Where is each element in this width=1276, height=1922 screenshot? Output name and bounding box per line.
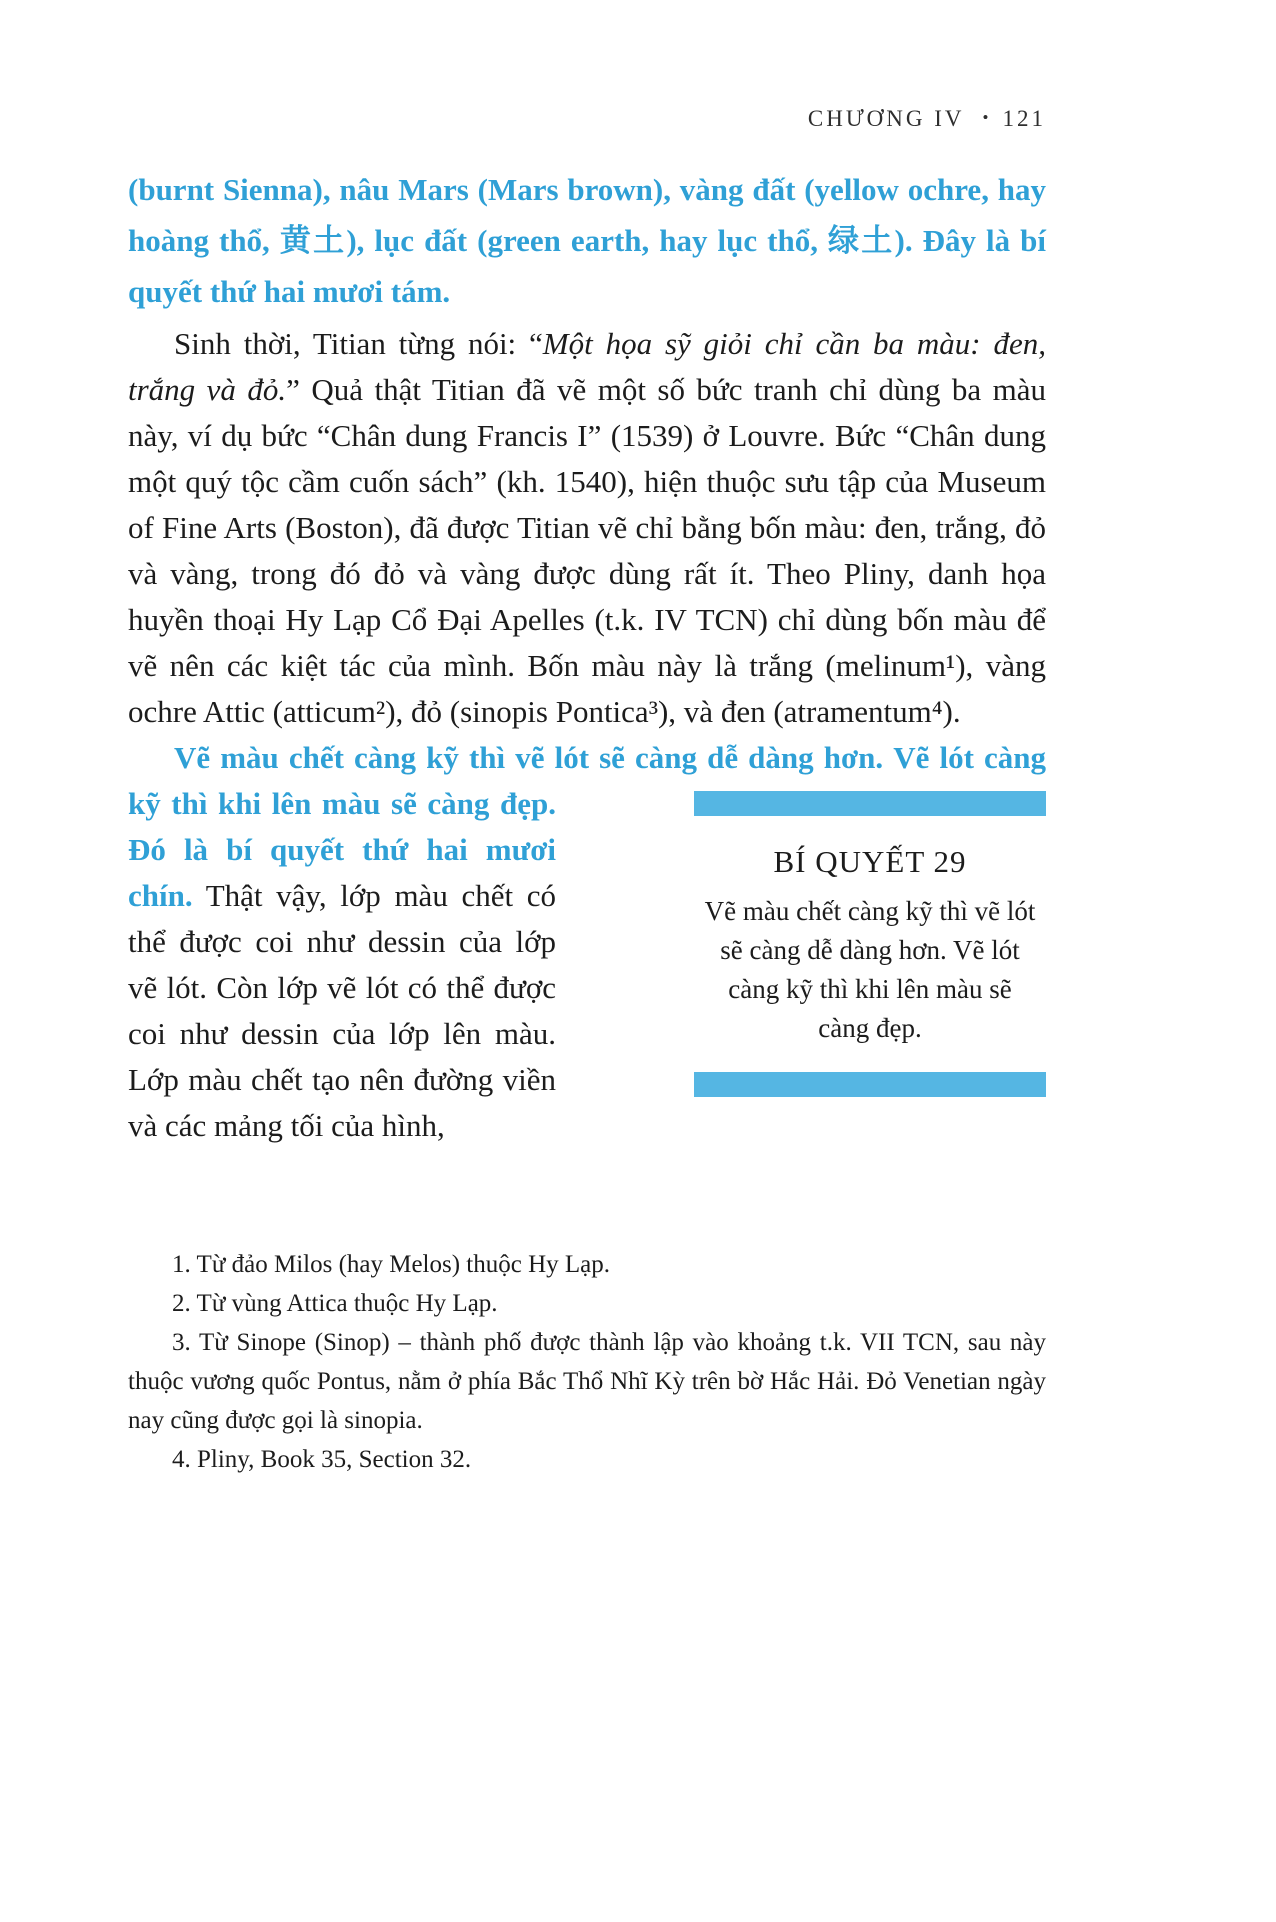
callout-body: Vẽ màu chết càng kỹ thì vẽ lót sẽ càng dễ dàng hơn. Vẽ lót càng kỹ thì khi lên màu sẽ càng đẹp.	[704, 896, 1036, 1043]
paragraph-titian	[128, 321, 1046, 735]
callout-secret-29	[694, 791, 1046, 1097]
chapter-label: CHƯƠNG IV	[807, 106, 965, 131]
footnote-1: 1. Từ đảo Milos (hay Melos) thuộc Hy Lạp.	[172, 1251, 611, 1278]
paragraph-continuation: (burnt Sienna), nâu Mars (Mars brown), vàng đất (yellow ochre, hay hoàng thổ, 黄土), lục đất (green earth, hay lục thổ, 绿土). Đây là bí quyết thứ hai mươi tám.	[128, 172, 1046, 309]
footnote-3: 3. Từ Sinope (Sinop) – thành phố được thành lập vào khoảng t.k. VII TCN, sau này thuộc vương quốc Pontus, nằm ở phía Bắc Thổ Nhĩ Kỳ trên bờ Hắc Hải. Đỏ Venetian ngày nay cũng được gọi là sinopia.	[128, 1329, 1046, 1434]
header-separator: •	[982, 108, 989, 127]
secret-29-blue-continued: Vẽ lót càng kỹ thì khi lên màu sẽ càng đẹp. Đó là bí quyết thứ hai mươi chín.	[128, 740, 1047, 913]
titian-rest-text: ” Quả thật Titian đã vẽ một số bức tranh chỉ dùng ba màu này, ví dụ bức “Chân dung Francis I” (1539) ở Louvre. Bức “Chân dung một quý tộc cầm cuốn sách” (kh. 1540), hiện thuộc sưu tập của Museum of Fine Arts (Boston), đã được Titian vẽ chỉ bằng bốn màu: đen, trắng, đỏ và vàng, trong đó đỏ và vàng được dùng rất ít. Theo Pliny, danh họa huyền thoại Hy Lạp Cổ Đại Apelles (t.k. IV TCN) chỉ dùng bốn màu để vẽ nên các kiệt tác của mình. Bốn màu này là trắng (melinum¹), vàng ochre Attic (atticum²), đỏ (sinopis Pontica³), và đen (atramentum⁴).	[128, 372, 1047, 729]
secret-29-blue-lead: Vẽ màu chết càng kỹ thì vẽ lót sẽ càng dễ dàng hơn.	[174, 740, 884, 775]
secret-29-black-text: Thật vậy, lớp màu chết có thể được coi như dessin của lớp vẽ lót. Còn lớp vẽ lót có thể được coi như dessin của lớp lên màu. Lớp màu chết tạo nên đường viền và các mảng tối của hình,	[128, 878, 556, 1143]
callout-top-bar	[694, 791, 1046, 816]
titian-lead-text: Sinh thời, Titian từng nói: “	[174, 326, 543, 361]
paragraph-secret-29	[128, 735, 1046, 1149]
footnotes	[128, 1245, 1046, 1479]
titian-quote-italic: Một họa sỹ giỏi chỉ cần ba màu: đen, trắng và đỏ.	[128, 326, 1046, 407]
page-number: 121	[1002, 106, 1046, 131]
callout-bottom-bar	[694, 1072, 1046, 1097]
footnote-2: 2. Từ vùng Attica thuộc Hy Lạp.	[172, 1290, 498, 1317]
body-text	[128, 164, 1046, 1149]
page-header	[128, 106, 1046, 132]
callout-title: BÍ QUYẾT 29	[773, 844, 967, 879]
footnote-4: 4. Pliny, Book 35, Section 32.	[172, 1446, 472, 1473]
